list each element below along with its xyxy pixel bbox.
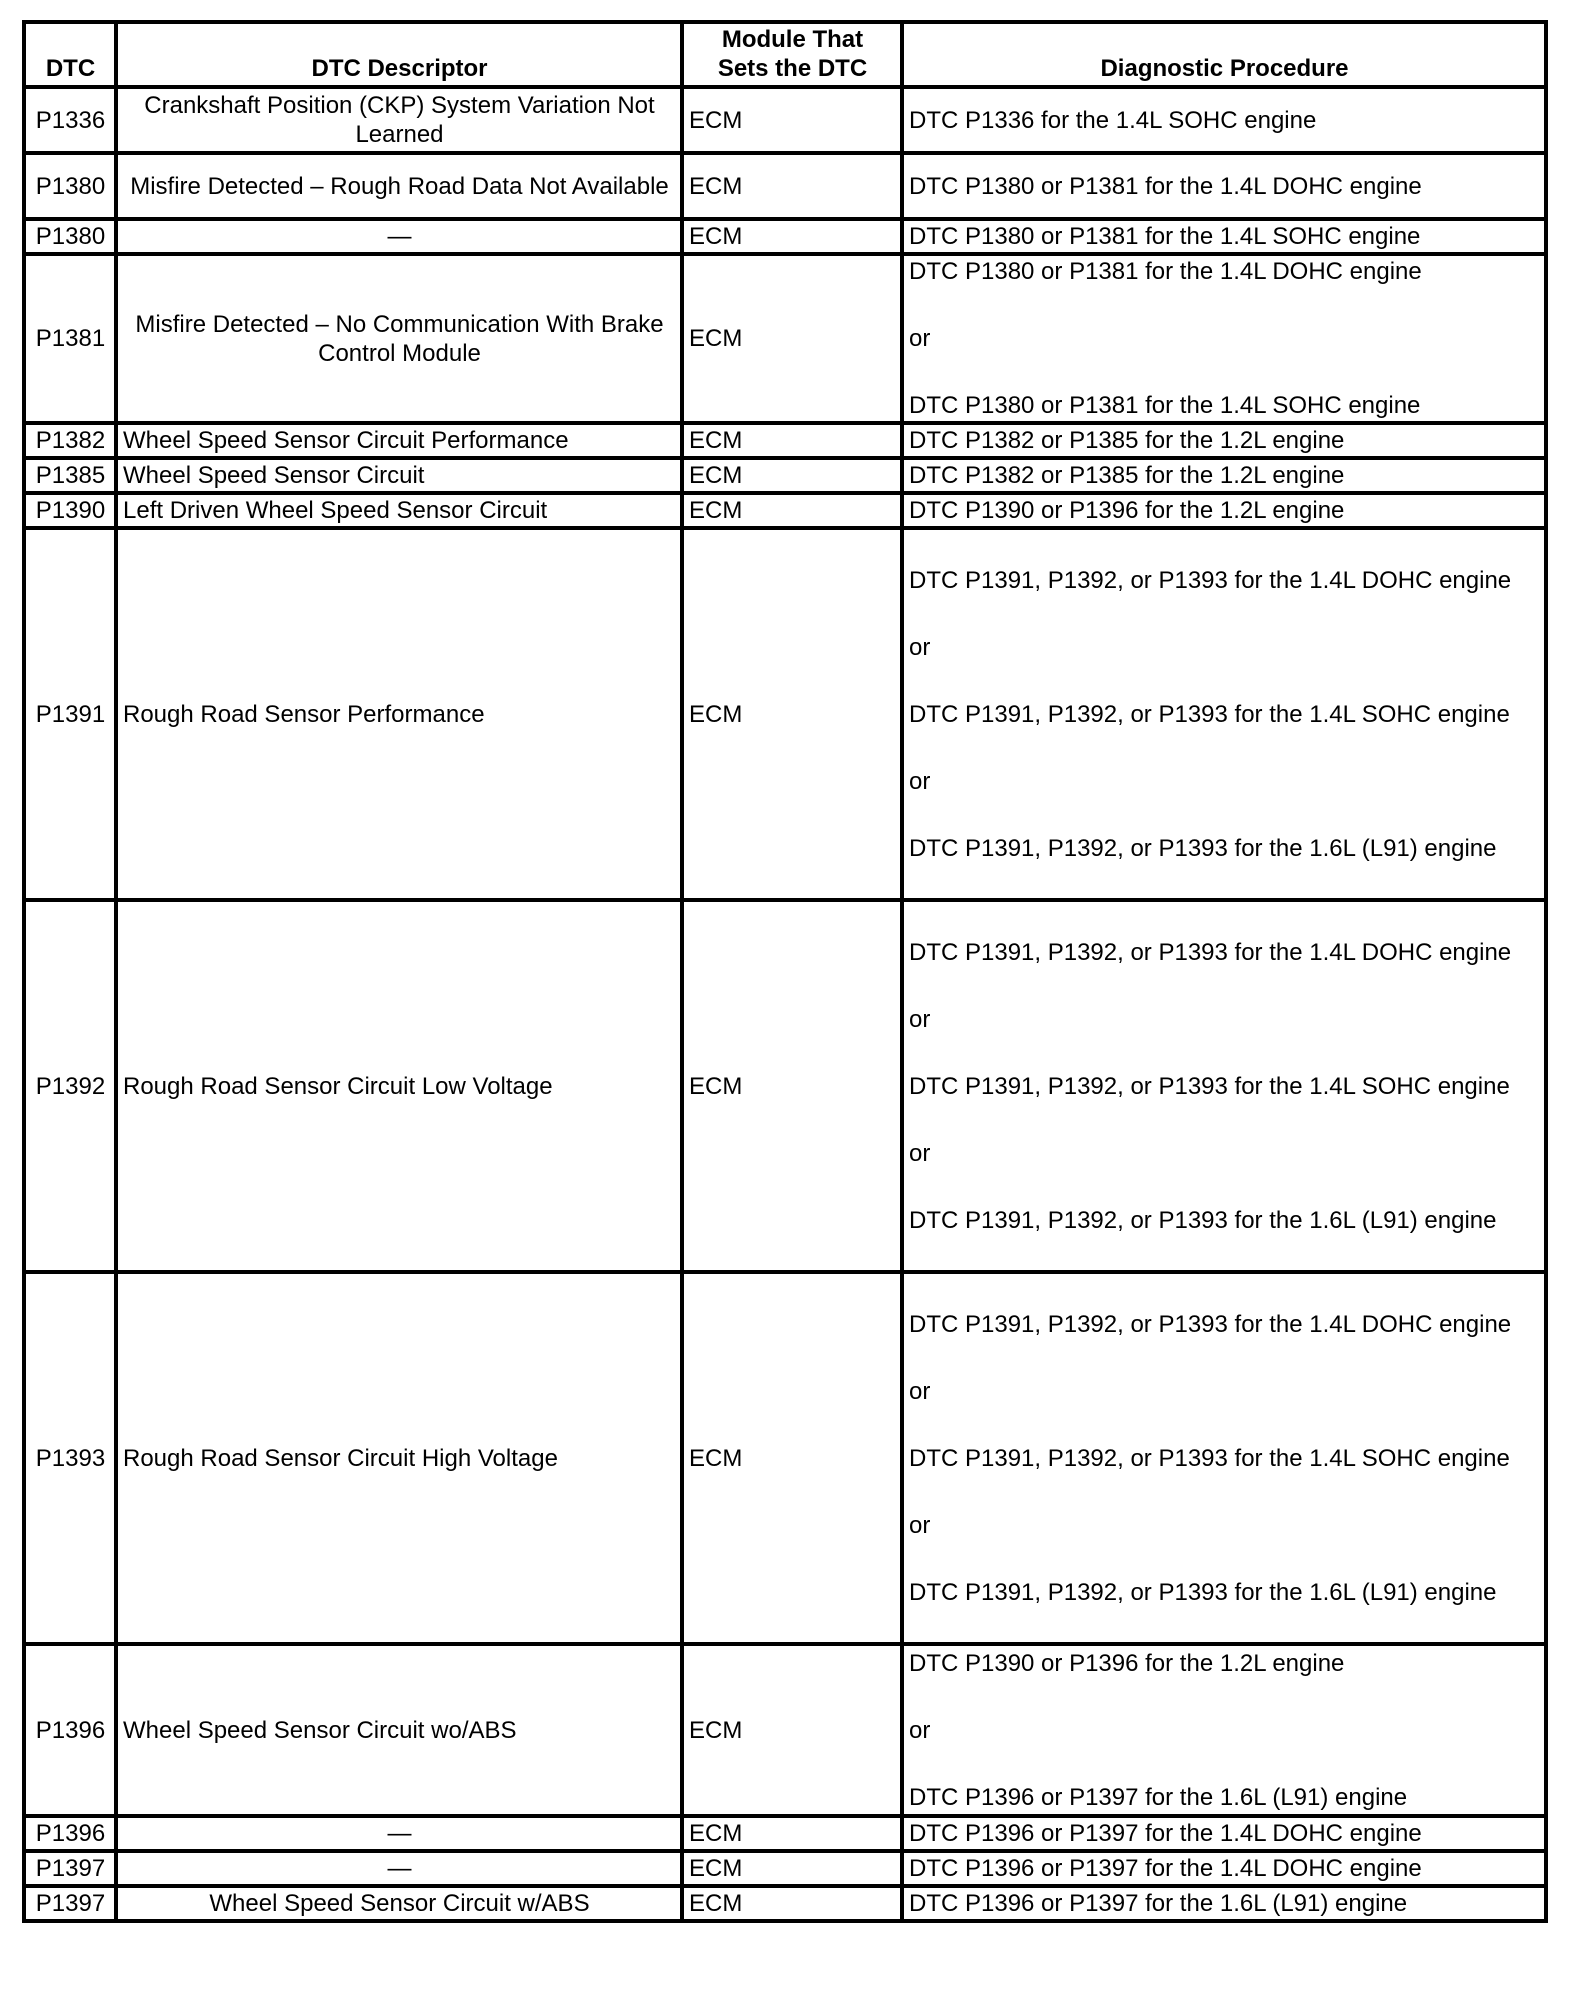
- procedure-link[interactable]: DTC P1396 or P1397 for the 1.6L (L91) engine: [909, 1890, 1408, 1917]
- module-cell: ECM: [682, 1644, 902, 1816]
- procedure-or-separator: or: [909, 1139, 931, 1167]
- procedure-link[interactable]: DTC P1391, P1392, or P1393 for the 1.6L (L91) engine: [909, 834, 1497, 862]
- dtc-code-cell: P1393: [24, 1272, 116, 1644]
- procedure-spacer: [909, 662, 1540, 700]
- table-row: [24, 493, 1546, 528]
- dtc-code-cell: P1381: [24, 254, 116, 423]
- procedure-spacer: [909, 967, 1540, 1005]
- procedure-link[interactable]: DTC P1391, P1392, or P1393 for the 1.4L DOHC engine: [909, 566, 1512, 594]
- table-row: [24, 254, 1546, 423]
- module-cell: ECM: [682, 219, 902, 254]
- diagnostic-procedure-cell: [902, 1851, 1546, 1886]
- table-row: [24, 528, 1546, 900]
- dtc-descriptor-cell: —: [116, 1851, 682, 1886]
- procedure-spacer: [909, 353, 1540, 391]
- table-row: [24, 1272, 1546, 1644]
- procedure-or-separator: or: [909, 633, 931, 661]
- dtc-descriptor-cell: —: [116, 219, 682, 254]
- header-procedure: Diagnostic Procedure: [902, 22, 1546, 87]
- procedure-link[interactable]: DTC P1390 or P1396 for the 1.2L engine: [909, 497, 1345, 524]
- procedure-link[interactable]: DTC P1391, P1392, or P1393 for the 1.4L DOHC engine: [909, 1310, 1512, 1338]
- procedure-spacer: [909, 729, 1540, 767]
- procedure-spacer: [909, 1678, 1540, 1716]
- diagnostic-procedure-cell: [902, 153, 1546, 219]
- procedure-link[interactable]: DTC P1396 or P1397 for the 1.4L DOHC engine: [909, 1855, 1422, 1882]
- table-row: [24, 219, 1546, 254]
- dtc-descriptor-cell: Wheel Speed Sensor Circuit: [116, 458, 682, 493]
- diagnostic-procedure-cell: [902, 254, 1546, 423]
- module-cell: ECM: [682, 458, 902, 493]
- dtc-descriptor-cell: Wheel Speed Sensor Circuit Performance: [116, 423, 682, 458]
- dtc-descriptor-cell: Misfire Detected – Rough Road Data Not Available: [116, 153, 682, 219]
- diagnostic-procedure-cell: [902, 1816, 1546, 1851]
- table-body: [24, 87, 1546, 1921]
- dtc-table: [22, 20, 1548, 1923]
- dtc-descriptor-cell: —: [116, 1816, 682, 1851]
- procedure-link[interactable]: DTC P1380 or P1381 for the 1.4L SOHC engine: [909, 223, 1421, 250]
- module-cell: ECM: [682, 900, 902, 1272]
- table-header-row: [24, 22, 1546, 87]
- procedure-link[interactable]: DTC P1382 or P1385 for the 1.2L engine: [909, 427, 1345, 454]
- header-module: [682, 22, 902, 87]
- diagnostic-procedure-cell: [902, 900, 1546, 1272]
- procedure-spacer: [909, 1339, 1540, 1377]
- procedure-link[interactable]: DTC P1391, P1392, or P1393 for the 1.4L SOHC engine: [909, 700, 1510, 728]
- procedure-spacer: [909, 286, 1540, 324]
- dtc-code-cell: P1396: [24, 1644, 116, 1816]
- dtc-descriptor-cell: Misfire Detected – No Communication With Brake Control Module: [116, 254, 682, 423]
- module-cell: ECM: [682, 493, 902, 528]
- procedure-spacer: [909, 1406, 1540, 1444]
- procedure-link[interactable]: DTC P1396 or P1397 for the 1.4L DOHC engine: [909, 1820, 1422, 1847]
- dtc-code-cell: P1380: [24, 219, 116, 254]
- procedure-or-separator: or: [909, 1511, 931, 1539]
- procedure-spacer: [909, 1101, 1540, 1139]
- procedure-link[interactable]: DTC P1391, P1392, or P1393 for the 1.6L (L91) engine: [909, 1206, 1497, 1234]
- procedure-or-separator: or: [909, 1005, 931, 1033]
- procedure-link[interactable]: DTC P1380 or P1381 for the 1.4L SOHC engine: [909, 392, 1421, 419]
- dtc-code-cell: P1397: [24, 1851, 116, 1886]
- diagnostic-procedure-cell: [902, 1644, 1546, 1816]
- table-row: [24, 1816, 1546, 1851]
- header-dtc: DTC: [24, 22, 116, 87]
- dtc-code-cell: P1390: [24, 493, 116, 528]
- diagnostic-procedure-cell: [902, 458, 1546, 493]
- module-cell: ECM: [682, 1886, 902, 1921]
- module-cell: ECM: [682, 153, 902, 219]
- dtc-descriptor-cell: Rough Road Sensor Performance: [116, 528, 682, 900]
- dtc-code-cell: P1396: [24, 1816, 116, 1851]
- procedure-spacer: [909, 595, 1540, 633]
- dtc-descriptor-cell: Rough Road Sensor Circuit High Voltage: [116, 1272, 682, 1644]
- module-cell: ECM: [682, 87, 902, 153]
- diagnostic-procedure-cell: [902, 1272, 1546, 1644]
- module-cell: ECM: [682, 423, 902, 458]
- dtc-code-cell: P1380: [24, 153, 116, 219]
- dtc-code-cell: P1391: [24, 528, 116, 900]
- procedure-or-separator: or: [909, 1377, 931, 1405]
- procedure-link[interactable]: DTC P1380 or P1381 for the 1.4L DOHC engine: [909, 258, 1422, 285]
- table-row: [24, 1886, 1546, 1921]
- dtc-code-cell: P1397: [24, 1886, 116, 1921]
- procedure-spacer: [909, 1034, 1540, 1072]
- table-row: [24, 1851, 1546, 1886]
- dtc-code-cell: P1392: [24, 900, 116, 1272]
- procedure-spacer: [909, 1540, 1540, 1578]
- diagnostic-procedure-cell: [902, 87, 1546, 153]
- module-cell: ECM: [682, 1851, 902, 1886]
- procedure-or-separator: or: [909, 325, 931, 352]
- dtc-descriptor-cell: Wheel Speed Sensor Circuit wo/ABS: [116, 1644, 682, 1816]
- procedure-link[interactable]: DTC P1396 or P1397 for the 1.6L (L91) engine: [909, 1783, 1408, 1811]
- procedure-link[interactable]: DTC P1391, P1392, or P1393 for the 1.6L (L91) engine: [909, 1578, 1497, 1606]
- dtc-code-cell: P1385: [24, 458, 116, 493]
- procedure-spacer: [909, 1473, 1540, 1511]
- header-module-line1: Module That: [721, 26, 864, 53]
- module-cell: ECM: [682, 254, 902, 423]
- table-row: [24, 87, 1546, 153]
- dtc-descriptor-cell: Wheel Speed Sensor Circuit w/ABS: [116, 1886, 682, 1921]
- dtc-code-cell: P1336: [24, 87, 116, 153]
- header-module-line2: Sets the DTC: [717, 55, 868, 82]
- diagnostic-procedure-cell: [902, 219, 1546, 254]
- dtc-descriptor-cell: Crankshaft Position (CKP) System Variation Not Learned: [116, 87, 682, 153]
- procedure-spacer: [909, 1745, 1540, 1783]
- procedure-link[interactable]: DTC P1382 or P1385 for the 1.2L engine: [909, 462, 1345, 489]
- module-cell: ECM: [682, 528, 902, 900]
- procedure-or-separator: or: [909, 767, 931, 795]
- procedure-or-separator: or: [909, 1716, 931, 1744]
- diagnostic-procedure-cell: [902, 423, 1546, 458]
- table-row: [24, 1644, 1546, 1816]
- diagnostic-procedure-cell: [902, 1886, 1546, 1921]
- procedure-link[interactable]: DTC P1390 or P1396 for the 1.2L engine: [909, 1649, 1345, 1677]
- diagnostic-procedure-cell: [902, 528, 1546, 900]
- dtc-descriptor-cell: Left Driven Wheel Speed Sensor Circuit: [116, 493, 682, 528]
- table-row: [24, 458, 1546, 493]
- procedure-link[interactable]: DTC P1391, P1392, or P1393 for the 1.4L SOHC engine: [909, 1072, 1510, 1100]
- dtc-code-cell: P1382: [24, 423, 116, 458]
- procedure-spacer: [909, 796, 1540, 834]
- procedure-link[interactable]: DTC P1391, P1392, or P1393 for the 1.4L SOHC engine: [909, 1444, 1510, 1472]
- procedure-link[interactable]: DTC P1336 for the 1.4L SOHC engine: [909, 106, 1317, 134]
- dtc-descriptor-cell: Rough Road Sensor Circuit Low Voltage: [116, 900, 682, 1272]
- table-row: [24, 423, 1546, 458]
- header-descriptor: DTC Descriptor: [116, 22, 682, 87]
- table-row: [24, 153, 1546, 219]
- diagnostic-procedure-cell: [902, 493, 1546, 528]
- procedure-spacer: [909, 1168, 1540, 1206]
- procedure-link[interactable]: DTC P1391, P1392, or P1393 for the 1.4L DOHC engine: [909, 938, 1512, 966]
- procedure-link[interactable]: DTC P1380 or P1381 for the 1.4L DOHC engine: [909, 172, 1422, 200]
- module-cell: ECM: [682, 1272, 902, 1644]
- table-row: [24, 900, 1546, 1272]
- module-cell: ECM: [682, 1816, 902, 1851]
